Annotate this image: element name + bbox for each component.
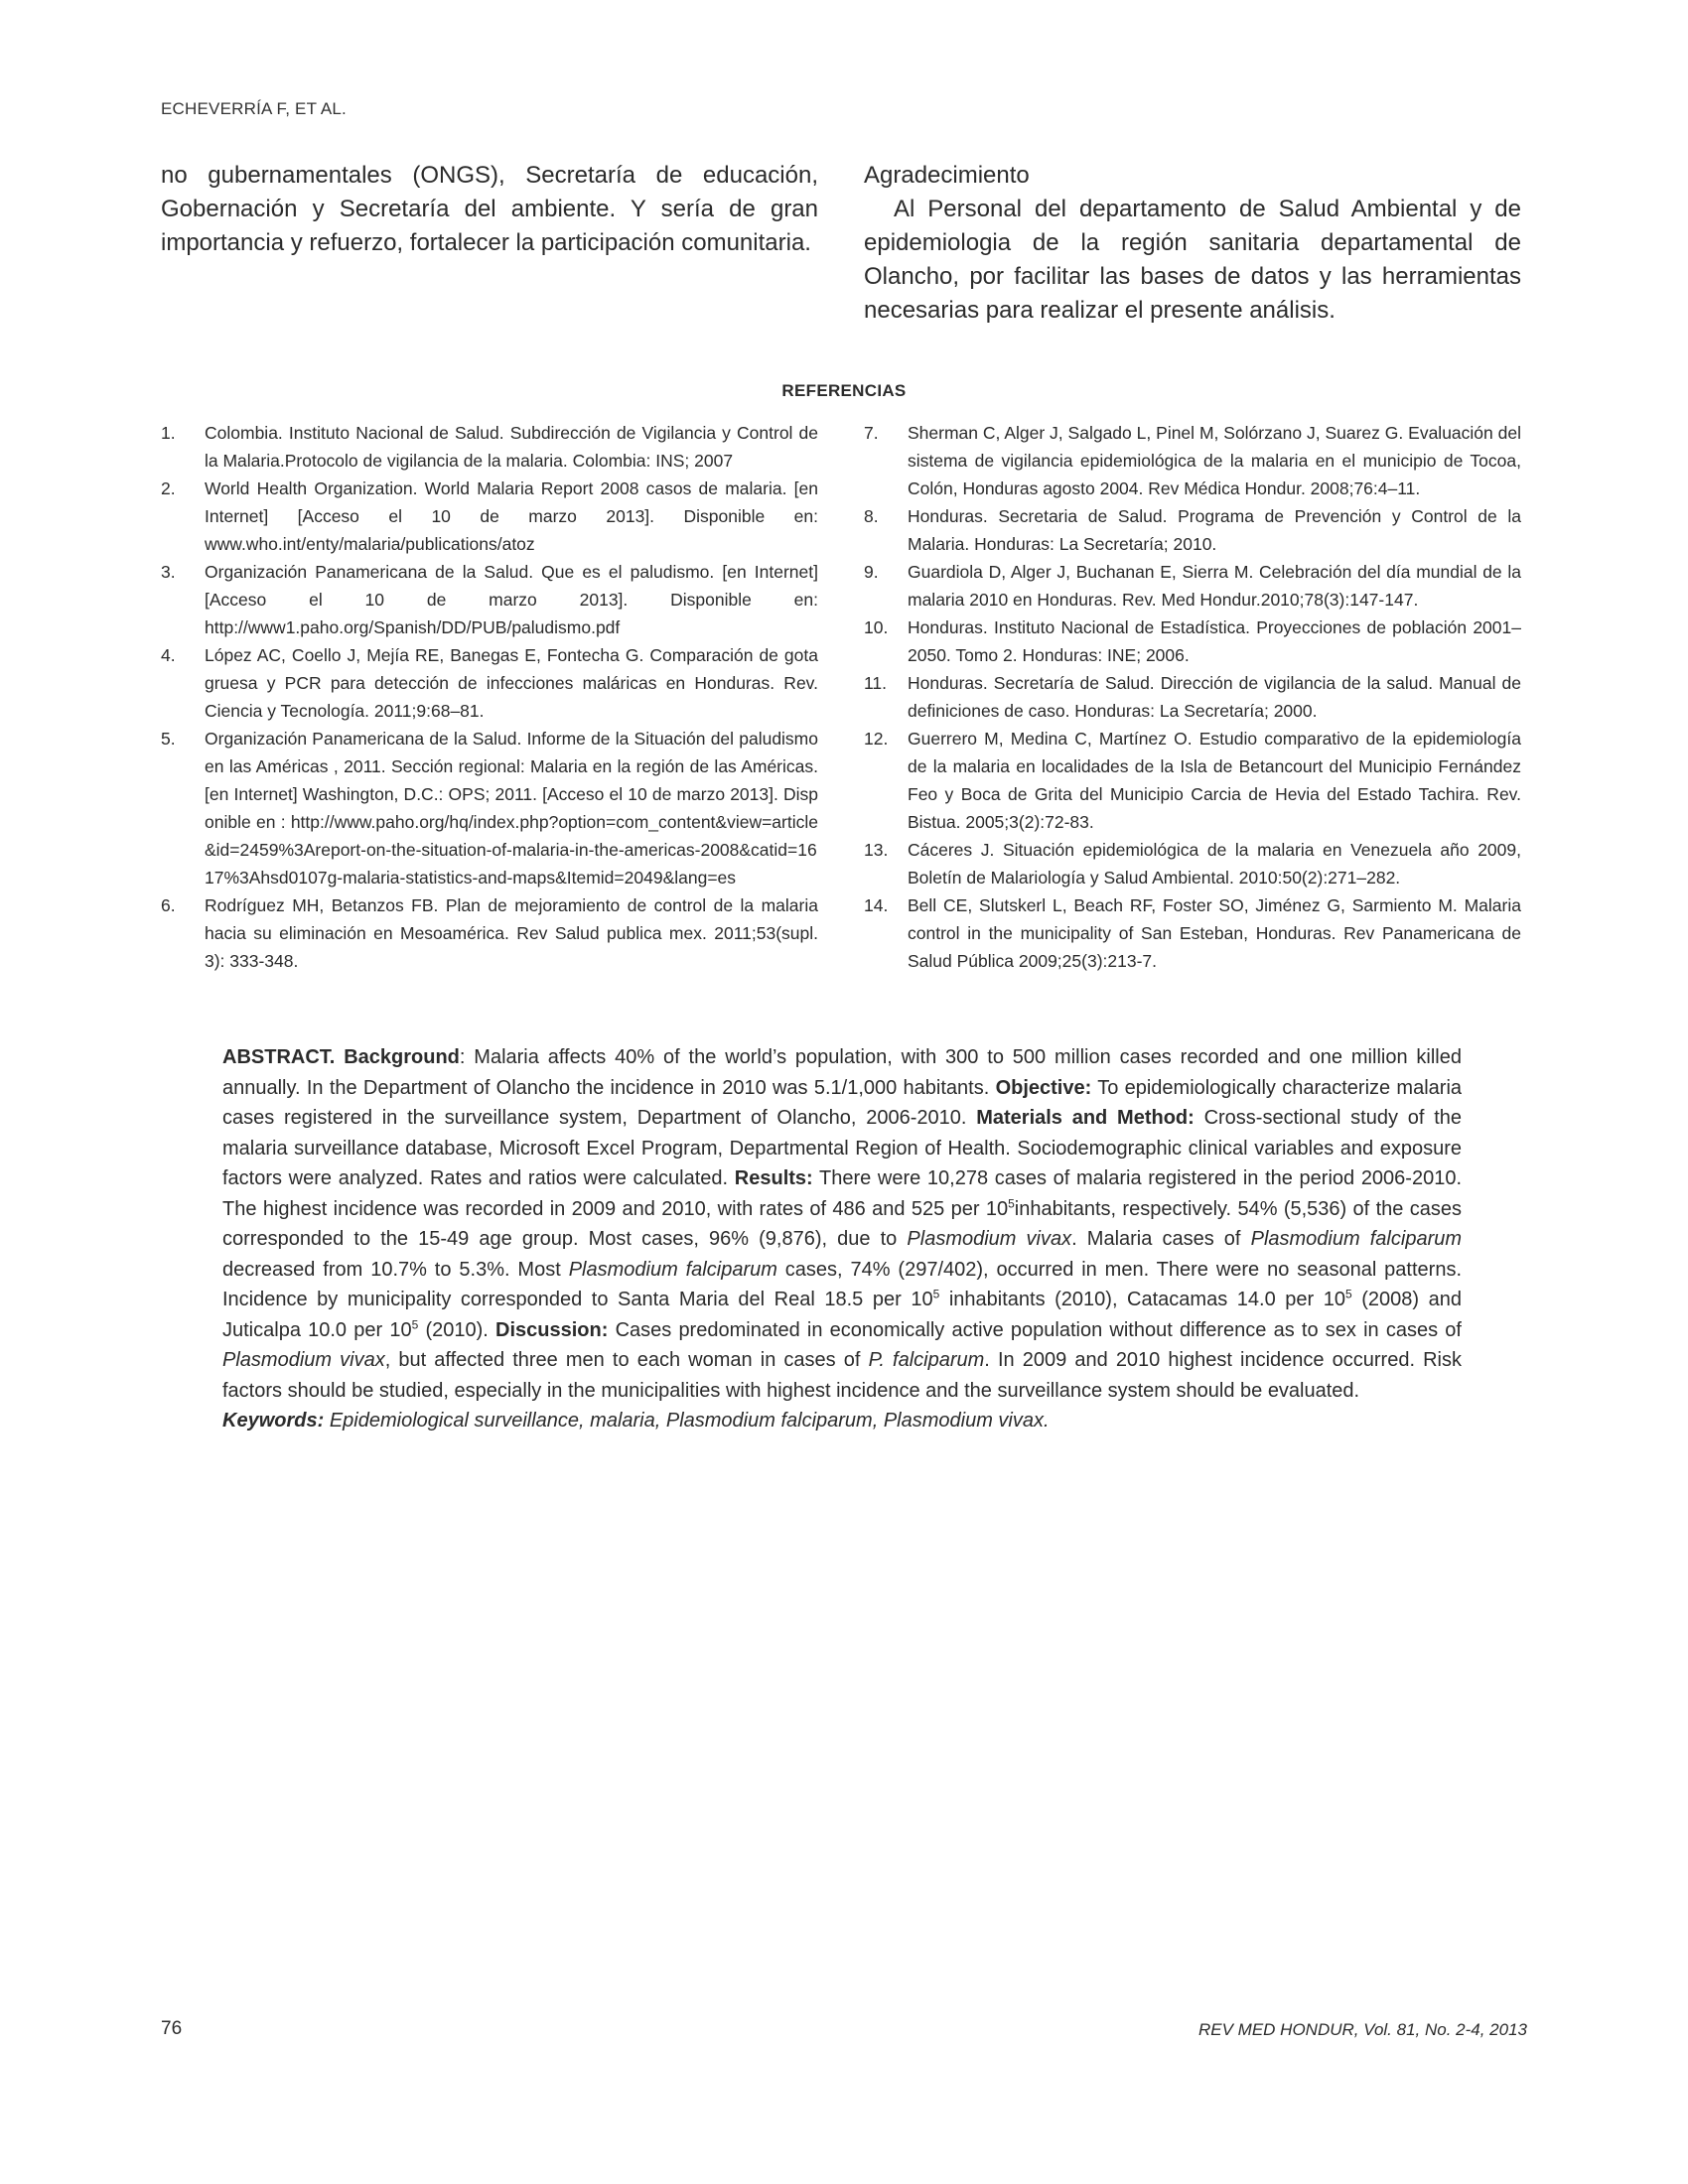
acknowledgment-text: Al Personal del departamento de Salud Ambiental y de epidemiologia de la región sanitaria departamental de Olancho, por facilitar las bases de datos y las herramientas necesarias para realizar el presente análisis.: [864, 196, 1521, 324]
objective-label: Objective:: [995, 1076, 1092, 1099]
reference-text: Guerrero M, Medina C, Martínez O. Estudio comparativo de la epidemiología de la malaria en localidades de la Isla de Betancourt del Municipio Fernández Feo y Boca de Grita del Municipio Carcia de Hevia del Estado Tachira. Rev. Bistua. 2005;3(2):72-83.: [908, 729, 1521, 832]
methods-label: Materials and Method:: [976, 1107, 1195, 1129]
reference-number: 12.: [864, 729, 889, 749]
reference-text: Cáceres J. Situación epidemiológica de la malaria en Venezuela año 2009, Boletín de Malariología y Salud Ambiental. 2010:50(2):271–282.: [908, 840, 1521, 887]
discussion-text: , but affected three men to each woman in cases of: [384, 1349, 861, 1371]
species-name: P. falciparum: [868, 1349, 985, 1371]
reference-number: 6.: [161, 895, 176, 915]
closing-paragraph: no gubernamentales (ONGS), Secretaría de educación, Gobernación y Secretaría del ambiente. Y sería de gran importancia y refuerzo, fortalecer la participación comunitaria.: [161, 162, 818, 256]
reference-text: Honduras. Instituto Nacional de Estadística. Proyecciones de población 2001–2050. Tomo 2. Honduras: INE; 2006.: [908, 617, 1521, 665]
species-name: Plasmodium falciparum: [1250, 1228, 1463, 1250]
superscript: 5: [1344, 1287, 1352, 1301]
reference-text: Organización Panamericana de la Salud. Informe de la Situación del paludismo en las Américas , 2011. Sección regional: Malaria en la región de las Américas. [en Internet] Washington, D.C.: OPS; 2011. [Acceso el 10 de marzo 2013]. Disponible en : http://www.paho.org/hq/index.php?option=com_content&view=article&id=2459%3Areport-on-the-situation-of-malaria-in-the-americas-2008&catid=1617%3Ahsd0107g-malaria-statistics-and-maps&Itemid=2049&lang=es: [205, 729, 818, 887]
reference-item: [161, 419, 818, 475]
reference-item: [864, 891, 1521, 975]
superscript: 5: [932, 1287, 940, 1301]
reference-item: [864, 558, 1521, 614]
reference-text: Honduras. Secretaría de Salud. Dirección de vigilancia de la salud. Manual de definiciones de caso. Honduras: La Secretaría; 2000.: [908, 673, 1521, 721]
reference-text: World Health Organization. World Malaria Report 2008 casos de malaria. [en Internet] [Acceso el 10 de marzo 2013]. Disponible en: www.who.int/enty/malaria/publications/atoz: [205, 478, 818, 554]
reference-number: 2.: [161, 478, 176, 498]
reference-text: Sherman C, Alger J, Salgado L, Pinel M, Solórzano J, Suarez G. Evaluación del sistema de vigilancia epidemiológica de la malaria en el municipio de Tocoa, Colón, Honduras agosto 2004. Rev Médica Hondur. 2008;76:4–11.: [908, 423, 1521, 498]
background-label: Background: [344, 1046, 460, 1068]
reference-number: 14.: [864, 895, 889, 915]
species-name: Plasmodium falciparum: [568, 1258, 777, 1281]
methods-text: Cross-sectional study of the malaria surveillance database, Microsoft Excel Program, Departmental Region of Health. Sociodemographic clinical variables and exposure factors were analyzed. Rates and ratios were calculated.: [222, 1107, 1463, 1189]
keywords-text: Epidemiological surveillance, malaria, Plasmodium falciparum, Plasmodium vivax.: [329, 1410, 1050, 1432]
results-text: . Malaria cases of: [1071, 1228, 1241, 1250]
reference-number: 3.: [161, 562, 176, 582]
reference-item: [864, 836, 1521, 891]
discussion-text: Cases predominated in economically active population without difference as to sex in cases of: [615, 1318, 1462, 1341]
reference-text: Guardiola D, Alger J, Buchanan E, Sierra M. Celebración del día mundial de la malaria 2010 en Honduras. Rev. Med Hondur.2010;78(3):147-147.: [908, 562, 1521, 610]
reference-item: [161, 558, 818, 641]
running-head: ECHEVERRÍA F, ET AL.: [161, 99, 347, 118]
journal-citation: REV MED HONDUR, Vol. 81, No. 2-4, 2013: [1198, 2020, 1527, 2039]
reference-number: 10.: [864, 617, 889, 637]
reference-number: 7.: [864, 423, 879, 443]
reference-number: 5.: [161, 729, 176, 749]
left-column: [161, 159, 818, 260]
reference-number: 9.: [864, 562, 879, 582]
reference-number: 1.: [161, 423, 176, 443]
references-heading: REFERENCIAS: [781, 381, 907, 400]
page-number: 76: [161, 2018, 183, 2039]
objective-text: To epidemiologically characterize malaria cases registered in the surveillance system, Department of Olancho, 2006-2010.: [222, 1076, 1463, 1129]
reference-text: Colombia. Instituto Nacional de Salud. Subdirección de Vigilancia y Control de la Malaria.Protocolo de vigilancia de la malaria. Colombia: INS; 2007: [205, 423, 818, 471]
reference-item: [864, 669, 1521, 725]
discussion-label: Discussion:: [495, 1318, 609, 1341]
references-list-right: [864, 419, 1521, 975]
results-text: (2010).: [425, 1318, 489, 1341]
background-text: : Malaria affects 40% of the world’s population, with 300 to 500 million cases recorded and one million killed annually. In the Department of Olancho the incidence in 2010 was 5.1/1,000 habitants.: [222, 1046, 1462, 1099]
results-label: Results:: [734, 1167, 813, 1189]
reference-item: [864, 502, 1521, 558]
reference-item: [161, 891, 818, 975]
reference-item: [161, 725, 818, 891]
reference-number: 13.: [864, 840, 889, 860]
abstract-label: ABSTRACT.: [222, 1046, 336, 1068]
reference-item: [864, 614, 1521, 669]
results-text: cases, 74% (297/402), occurred in men. There were no seasonal patterns. Incidence by municipality corresponded to Santa Maria del Real 18.5 per 10: [222, 1258, 1462, 1310]
reference-text: Bell CE, Slutskerl L, Beach RF, Foster SO, Jiménez G, Sarmiento M. Malaria control in the municipality of San Esteban, Honduras. Rev Panamericana de Salud Pública 2009;25(3):213-7.: [908, 895, 1521, 971]
reference-item: [864, 419, 1521, 502]
reference-item: [864, 725, 1521, 836]
reference-text: Organización Panamericana de la Salud. Que es el paludismo. [en Internet] [Acceso el 10 de marzo 2013]. Disponible en: http://www1.paho.org/Spanish/DD/PUB/paludismo.pdf: [205, 562, 818, 637]
reference-text: Rodríguez MH, Betanzos FB. Plan de mejoramiento de control de la malaria hacia su eliminación en Mesoamérica. Rev Salud publica mex. 2011;53(supl. 3): 333-348.: [205, 895, 818, 971]
species-name: Plasmodium vivax: [222, 1349, 385, 1371]
results-text: There were 10,278 cases of malaria registered in the period 2006-2010. The highest incidence was recorded in 2009 and 2010, with rates of 486 and 525 per 10: [222, 1167, 1463, 1220]
superscript: 5: [1008, 1195, 1015, 1210]
english-abstract: [222, 1042, 1462, 1436]
acknowledgment-heading: Agradecimiento: [864, 162, 1030, 189]
species-name: Plasmodium vivax: [907, 1228, 1072, 1250]
results-text: (2008) and Juticalpa 10.0 per 10: [222, 1289, 1462, 1341]
reference-item: [161, 641, 818, 725]
reference-text: López AC, Coello J, Mejía RE, Banegas E, Fontecha G. Comparación de gota gruesa y PCR para detección de infecciones maláricas en Honduras. Rev. Ciencia y Tecnología. 2011;9:68–81.: [205, 645, 818, 721]
results-text: inhabitants (2010), Catacamas 14.0 per 10: [948, 1289, 1345, 1310]
reference-number: 11.: [864, 673, 888, 693]
reference-text: Honduras. Secretaria de Salud. Programa de Prevención y Control de la Malaria. Honduras: La Secretaría; 2010.: [908, 506, 1521, 554]
discussion-text: . In 2009 and 2010 highest incidence occurred. Risk factors should be studied, especially in the municipalities with highest incidence and the surveillance system should be evaluated.: [222, 1349, 1462, 1402]
references-list-left: [161, 419, 818, 975]
reference-number: 8.: [864, 506, 879, 526]
superscript: 5: [411, 1316, 419, 1331]
results-text: inhabitants, respectively. 54% (5,536) of the cases corresponded to the 15-49 age group. Most cases, 96% (9,876), due to: [222, 1197, 1463, 1250]
reference-number: 4.: [161, 645, 176, 665]
keywords-label: Keywords:: [222, 1410, 325, 1432]
results-text: decreased from 10.7% to 5.3%. Most: [222, 1258, 561, 1281]
reference-item: [161, 475, 818, 558]
acknowledgment-section: [864, 159, 1521, 328]
